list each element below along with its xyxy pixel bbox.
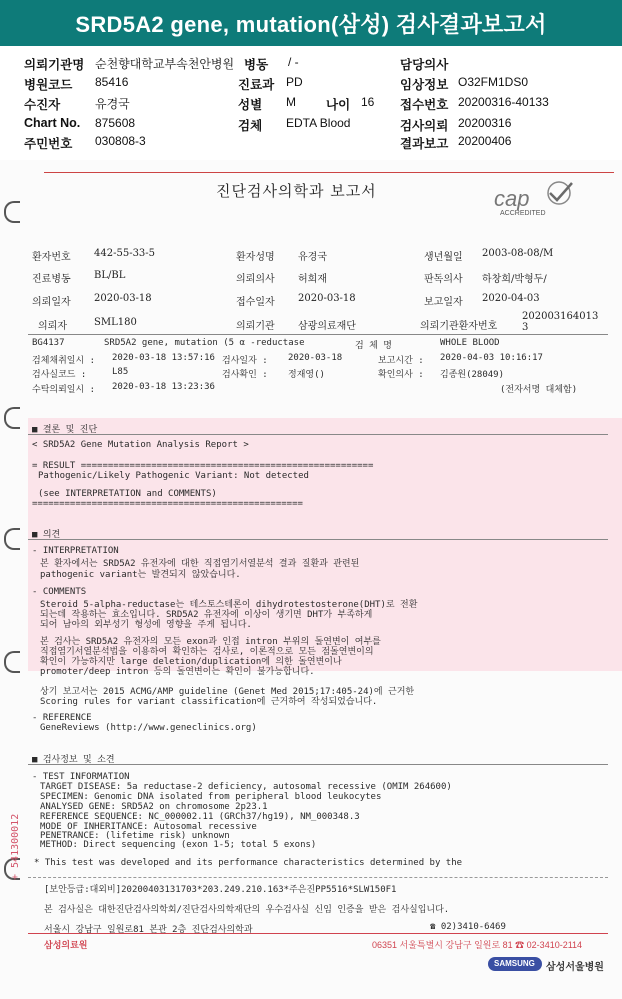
cap-logo-text: cap xyxy=(494,186,530,211)
receipt-no-label: 접수번호 xyxy=(400,98,449,112)
chart-value: 875608 xyxy=(95,116,136,130)
testinfo-line: TARGET DISEASE: 5a reductase-2 deficiency, autosomal recessive (OMIM 264600) xyxy=(40,782,452,792)
request-date: 2020-03-18 xyxy=(94,293,152,304)
receiver-label: 수진자 xyxy=(24,98,61,112)
info-label: 의뢰의사 xyxy=(236,274,275,285)
date-of-birth: 2003-08-08/M xyxy=(482,248,554,259)
dept-value: PD xyxy=(286,75,303,89)
exam-date-label: 검사일자 : xyxy=(222,356,268,366)
testinfo-line: MODE OF INHERITANCE: Autosomal recessive xyxy=(40,822,257,832)
id-label: 주민번호 xyxy=(24,137,73,151)
info-label: 의뢰기관 xyxy=(236,321,275,332)
request-label: 검사의뢰 xyxy=(400,119,449,133)
divider xyxy=(28,764,608,765)
hospital-label: 의뢰기관명 xyxy=(24,58,85,72)
confirm-doctor: 김종원(28049) xyxy=(440,370,505,380)
age-label: 나이 xyxy=(326,98,351,112)
room-label: 검사실코드 : xyxy=(32,370,87,380)
comment-line: 본 검사는 SRD5A2 유전자의 모든 exon과 인접 intron 부위의 돌연변이 여부를 xyxy=(40,637,381,647)
divider xyxy=(28,334,608,335)
patient-name: 유경국 xyxy=(298,252,327,263)
report-title: SRD5A2 gene, mutation(삼성) 검사결과보고서 xyxy=(0,0,622,46)
specimen-label: 검체 xyxy=(238,119,263,133)
hospital-code-label: 병원코드 xyxy=(24,78,73,92)
testinfo-line: METHOD: Direct sequencing (exon 1-5; total 5 exons) xyxy=(40,840,317,850)
requester: SML180 xyxy=(94,317,137,328)
test-code: BG4137 xyxy=(32,338,65,348)
top-red-rule xyxy=(44,172,614,173)
accept-label: 수탁의뢰일시 : xyxy=(32,385,96,395)
ref-patient-id: 202003164013 xyxy=(522,311,599,322)
checkmark-icon xyxy=(540,180,578,210)
specimen-value: EDTA Blood xyxy=(286,116,351,130)
hospital-name: 삼성서울병원 xyxy=(546,962,604,973)
report-time: 2020-04-03 10:16:17 xyxy=(440,353,543,363)
result-line: = RESULT ====================================================== xyxy=(32,461,374,471)
dept-label: 진료과 xyxy=(238,78,275,92)
testinfo-footnote: * This test was developed and its performance characteristics determined by the xyxy=(34,858,463,868)
lab-address: 서울시 강남구 일원로81 본관 2층 진단검사의학과 xyxy=(44,925,253,935)
test-name: SRD5A2 gene, mutation (5 α -reductase xyxy=(104,338,305,348)
reference-title: - REFERENCE xyxy=(32,713,92,723)
comments-title: - COMMENTS xyxy=(32,587,87,597)
ward-value: / - xyxy=(288,55,299,69)
doctor-label: 담당의사 xyxy=(400,58,449,72)
report-header xyxy=(0,54,622,154)
accept-time: 2020-03-18 13:23:36 xyxy=(112,382,215,392)
info-label: 판독의사 xyxy=(424,274,463,285)
reference-link: GeneReviews (http://www.geneclinics.org) xyxy=(40,723,257,733)
specimen-name: WHOLE BLOOD xyxy=(440,338,500,348)
certification-note: 본 검사실은 대한진단검사의학회/진단검사의학재단의 우수검사실 신임 인증을 받은 검사실입니다. xyxy=(44,905,450,915)
samsung-logo xyxy=(488,957,542,971)
testinfo-line: ANALYSED GENE: SRD5A2 on chromosome 2p23.1 xyxy=(40,802,268,812)
collect-time: 2020-03-18 13:57:16 xyxy=(112,353,215,363)
referring-doctor: 허희재 xyxy=(298,274,327,285)
age-value: 16 xyxy=(361,95,375,109)
binder-hole xyxy=(4,528,20,550)
hospital-value: 순천향대학교부속천안병원 xyxy=(95,57,235,71)
receive-date: 2020-03-18 xyxy=(298,293,356,304)
report-name: < SRD5A2 Gene Mutation Analysis Report > xyxy=(32,440,249,450)
info-label: 접수일자 xyxy=(236,297,275,308)
reading-doctor: 하창희/박형두/ xyxy=(482,274,547,285)
hospital-code-value: 85416 xyxy=(95,75,129,89)
separator: ================================================== xyxy=(32,499,303,509)
info-label: 생년월일 xyxy=(424,252,463,263)
info-label: 의뢰기관환자번호 xyxy=(420,321,498,332)
testinfo-heading: ■ 검사정보 및 소견 xyxy=(32,755,115,765)
collect-label: 검체채취일시 : xyxy=(32,356,96,366)
testinfo-line: SPECIMEN: Genomic DNA isolated from peripheral blood leukocytes xyxy=(40,792,382,802)
info-label: 보고일자 xyxy=(424,297,463,308)
exam-date: 2020-03-18 xyxy=(288,353,343,363)
ward-label: 병동 xyxy=(244,58,269,72)
testinfo-title: - TEST INFORMATION xyxy=(32,772,130,782)
testinfo-line: REFERENCE SEQUENCE: NC_000002.11 (GRCh37/hg19), NM_000348.3 xyxy=(40,812,360,822)
sex-label: 성별 xyxy=(238,98,263,112)
comment-line: Steroid 5-alpha-reductase는 테스토스테론이 dihydrotestosterone(DHT)로 전환 xyxy=(40,600,418,610)
signature-note: (전자서명 대체함) xyxy=(500,385,578,395)
comment-line: promoter/deep intron 등의 돌연변이는 확인이 불가능합니다. xyxy=(40,667,315,677)
report-time-label: 보고시간 : xyxy=(378,356,424,366)
see-note: (see INTERPRETATION and COMMENTS) xyxy=(38,489,217,499)
cap-sub: ACCREDITED xyxy=(500,210,546,217)
info-label: 의뢰일자 xyxy=(32,297,71,308)
report-date-label: 결과보고 xyxy=(400,137,449,151)
patient-number: 442-55-33-5 xyxy=(94,248,156,259)
footer-address: 06351 서울특별시 강남구 일원로 81 ☎ 02-3410-2114 xyxy=(372,940,583,950)
confirm-label: 검사확인 : xyxy=(222,370,268,380)
lab-phone: ☎ 02)3410-6469 xyxy=(430,922,506,932)
divider xyxy=(28,434,608,435)
opinion-heading: ■ 의견 xyxy=(32,530,61,540)
interpretation-line: pathogenic variant는 발견되지 않았습니다. xyxy=(40,570,241,580)
info-label: 환자성명 xyxy=(236,252,275,263)
interpretation-title: - INTERPRETATION xyxy=(32,546,119,556)
cap-accredited-logo xyxy=(494,186,578,220)
id-value: 030808-3 xyxy=(95,134,146,148)
binder-hole xyxy=(4,201,20,223)
result-finding: Pathogenic/Likely Pathogenic Variant: Not detected xyxy=(38,471,309,481)
info-label: 진료병동 xyxy=(32,274,71,285)
chart-label: Chart No. xyxy=(24,116,81,130)
sex-value: M xyxy=(286,95,296,109)
footer-brand: 삼성의료원 xyxy=(44,940,88,950)
comment-line: 상기 보고서는 2015 ACMG/AMP guideline (Genet Med 2015;17:405-24)에 근거한 xyxy=(40,687,415,697)
confirmer: 정재영() xyxy=(288,370,325,380)
comment-line: 직접염기서열분석법을 이용하여 확인하는 검사로, 이론적으로 모든 점돌연변이의 xyxy=(40,647,374,657)
interpretation-line: 본 환자에서는 SRD5A2 유전자에 대한 직접염기서열분석 결과 질환과 관련된 xyxy=(40,559,360,569)
info-label: 의뢰자 xyxy=(38,321,67,332)
comment-line: 되는데 작용하는 효소입니다. SRD5A2 유전자에 이상이 생기면 DHT가 부족하게 xyxy=(40,610,373,620)
referring-institution: 삼광의료재단 xyxy=(298,321,356,332)
comment-line: 확인이 가능하지만 large deletion/duplication에 의한 돌연변이나 xyxy=(40,657,342,667)
ward: BL/BL xyxy=(94,270,126,281)
report-heading: 진단검사의학과 보고서 xyxy=(216,182,377,200)
binder-hole xyxy=(4,651,20,673)
clinical-value: O32FM1DS0 xyxy=(458,75,529,89)
footer-red-rule xyxy=(28,933,608,934)
result-heading: ■ 결론 및 진단 xyxy=(32,425,98,435)
request-value: 20200316 xyxy=(458,116,512,130)
report-date: 2020-04-03 xyxy=(482,293,540,304)
info-label: 환자번호 xyxy=(32,252,71,263)
comment-line: Scoring rules for variant classification에 근거하여 작성되었습니다. xyxy=(40,697,378,707)
confirm-doctor-label: 확인의사 : xyxy=(378,370,424,380)
comment-line: 되어 남아의 외부성기 형성에 영향을 주게 됩니다. xyxy=(40,620,252,630)
divider xyxy=(28,539,608,540)
security-line: [보안등급:대외비]20200403131703*203.249.210.163*주은진PP5516*SLW150F1 xyxy=(44,885,397,895)
receipt-no-value: 20200316-40133 xyxy=(458,95,549,109)
testinfo-line: PENETRANCE: (lifetime risk) unknown xyxy=(40,831,230,841)
room-code: L85 xyxy=(112,367,129,377)
serial-number: + 541300012 xyxy=(10,813,21,880)
specimen-label: 검 체 명 xyxy=(355,341,392,351)
clinical-label: 임상정보 xyxy=(400,78,449,92)
ref-patient-id-suffix: 3 xyxy=(522,322,529,333)
binder-hole xyxy=(4,407,20,429)
divider xyxy=(28,877,608,878)
samsung-logo-text: SAMSUNG xyxy=(494,959,535,968)
receiver-value: 유경국 xyxy=(95,97,130,111)
report-date-value: 20200406 xyxy=(458,134,512,148)
